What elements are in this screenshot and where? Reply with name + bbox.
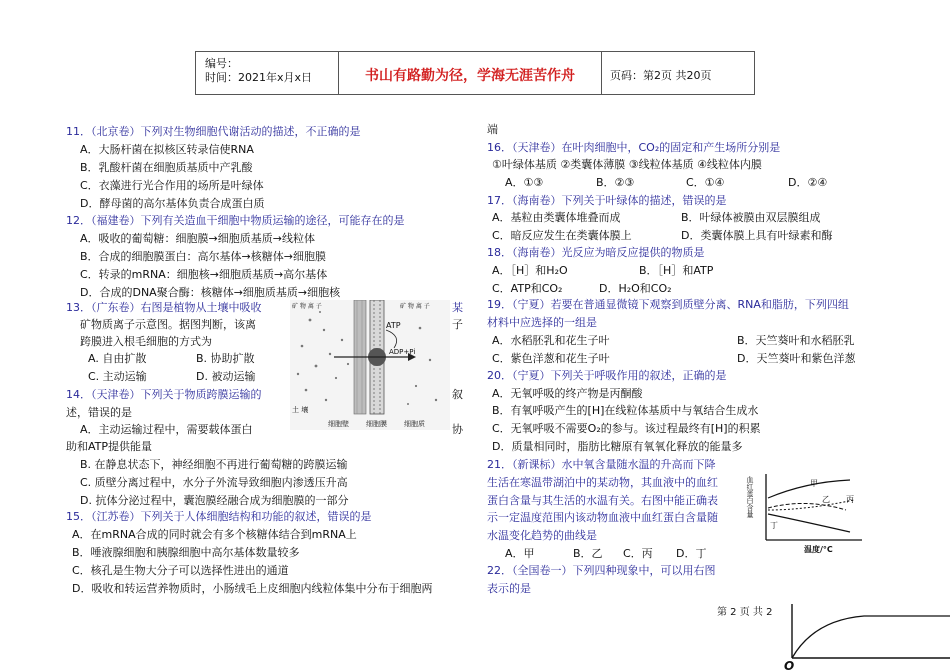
q22-curve-figure (774, 600, 950, 672)
q11-option-c: C．衣藻进行光合作用的场所是叶绿体 (80, 179, 264, 192)
q12-option-b: B．合成的细胞膜蛋白：高尔基体→核糖体→细胞膜 (80, 250, 326, 263)
q16-stem: 16．（天津卷）在叶肉细胞中，CO₂的固定和产生场所分别是 (487, 141, 781, 154)
q20-option-c: C．无氧呼吸不需要O₂的参与。该过程最终有[H]的积累 (492, 422, 761, 435)
q12-option-c: C．转录的mRNA：细胞核→细胞质基质→高尔基体 (80, 268, 328, 281)
q19-option-d: D．天竺葵叶和紫色洋葱 (737, 352, 856, 365)
header-motto-cell (339, 52, 602, 94)
q13-option-d: D. 被动运输 (196, 370, 256, 383)
q14-line1: 14．（天津卷）下列关于物质跨膜运输的 (66, 388, 262, 401)
x-axis-label: 温度/°C (804, 545, 833, 554)
q22-line1: 22．（全国卷一）下列四种现象中，可以用右图 (487, 564, 716, 577)
header-info-cell (196, 52, 339, 94)
curve-jia (768, 480, 850, 498)
q20-option-d: D．质量相同时，脂肪比糖原有氧氧化释放的能量多 (492, 440, 743, 453)
curve-ding (768, 514, 850, 532)
q17-option-a: A．基粒由类囊体堆叠而成 (492, 211, 621, 224)
label-ding: 丁 (770, 521, 778, 530)
q11-option-d: D．酵母菌的高尔基体负责合成蛋白质 (80, 197, 265, 210)
q20-stem: 20．（宁夏）下列关于呼吸作用的叙述，正确的是 (487, 369, 727, 382)
q13-line1: 13．（广东卷）右图是植物从土壤中吸收 (66, 301, 262, 314)
q14-option-c: C. 质壁分离过程中，水分子外流导致细胞内渗透压升高 (80, 476, 348, 489)
q13-option-a: A. 自由扩散 (88, 352, 147, 365)
q13-option-b: B. 协助扩散 (196, 352, 255, 365)
time-label: 时间：2021年x月x日 (205, 71, 313, 84)
q14-option-a-cont: 助和ATP提供能量 (66, 440, 153, 453)
q14-option-d: D. 抗体分泌过程中，囊泡膜经融合成为细胞膜的一部分 (80, 494, 349, 507)
number-label: 编号： (205, 57, 238, 70)
q17-option-d: D．类囊体膜上具有叶绿素和酶 (681, 229, 833, 242)
q15-continuation: 端 (487, 123, 498, 136)
q13-line1-end: 某 (452, 301, 463, 314)
q15-option-d: D．吸收和转运营养物质时，小肠绒毛上皮细胞内线粒体集中分布于细胞两 (72, 582, 433, 595)
q16-option-c: C．①④ (686, 176, 725, 189)
q15-option-b: B．唾液腺细胞和胰腺细胞中高尔基体数量较多 (72, 546, 300, 559)
q18-option-c: C．ATP和CO₂ (492, 282, 563, 295)
q14-line1-end: 叙 (452, 388, 463, 401)
q17-option-b: B．叶绿体被膜由双层膜组成 (681, 211, 821, 224)
q16-option-b: B．②③ (596, 176, 635, 189)
page-footer: 第 2 页 共 2 (717, 607, 773, 618)
cell-wall-label: 细胞壁 (328, 420, 349, 428)
q22-line2: 表示的是 (487, 582, 531, 595)
q21-line5: 水温变化趋势的曲线是 (487, 529, 597, 542)
q21-option-c: C．丙 (623, 547, 653, 560)
label-jia: 甲 (810, 479, 818, 488)
q18-option-d: D．H₂O和CO₂ (599, 282, 672, 295)
q11-stem: 11．（北京卷）下列对生物细胞代谢活动的描述，不正确的是 (66, 125, 361, 138)
q15-stem: 15．（江苏卷）下列关于人体细胞结构和功能的叙述，错误的是 (66, 510, 372, 523)
q15-option-a: A．在mRNA合成的同时就会有多个核糖体结合到mRNA上 (72, 528, 357, 541)
q11-option-b: B．乳酸杆菌在细胞质基质中产乳酸 (80, 161, 253, 174)
q16-option-a: A．①③ (505, 176, 544, 189)
q21-line4: 示一定温度范围内该动物血液中血红蛋白含量随 (487, 511, 718, 524)
q19-option-a: A．水稻胚乳和花生子叶 (492, 334, 610, 347)
q13-line2: 矿物质离子示意图。据图判断，该离 (80, 318, 256, 331)
q20-option-a: A．无氧呼吸的终产物是丙酮酸 (492, 387, 643, 400)
q21-line1: 21．（新课标）水中氧含量随水温的升高而下降 (487, 458, 716, 471)
motto-text: 书山有路勤为径，学海无涯苦作舟 (365, 68, 575, 84)
cell-membrane-label: 细胞膜 (366, 420, 387, 428)
soil-label: 土 壤 (292, 406, 309, 414)
curve-yi (768, 503, 846, 510)
q13-option-c: C. 主动运输 (88, 370, 147, 383)
q13-line2-end: 子 (452, 318, 463, 331)
label-yi: 乙 (822, 495, 830, 504)
origin-label: O (784, 659, 795, 672)
q21-option-d: D．丁 (676, 547, 707, 560)
q12-option-d: D．合成的DNA聚合酶：核糖体→细胞质基质→细胞核 (80, 286, 341, 299)
q18-option-a: A．［H］和H₂O (492, 264, 568, 277)
q22-curve (792, 616, 950, 658)
right-ion-label: 矿 物 离 子 (400, 303, 430, 310)
adp-label: ADP+Pi (389, 348, 416, 356)
q14-line2: 述，错误的是 (66, 406, 132, 419)
q13-line3: 跨膜进入根毛细胞的方式为 (80, 335, 212, 348)
atp-label: ATP (386, 321, 401, 330)
y-axis-label: 血红蛋白含量 (746, 476, 754, 518)
q12-stem: 12．（福建卷）下列有关造血干细胞中物质运输的途径，可能存在的是 (66, 214, 405, 227)
q17-stem: 17．（海南卷）下列关于叶绿体的描述，错误的是 (487, 194, 727, 207)
q14-option-a-end: 协 (452, 423, 463, 436)
q18-option-b: B．［H］和ATP (639, 264, 714, 277)
q15-option-c: C．核孔是生物大分子可以选择性进出的通道 (72, 564, 289, 577)
q21-line3: 蛋白含量与其生活的水温有关。右图中能正确表 (487, 494, 718, 507)
label-bing: 丙 (846, 495, 854, 504)
cytoplasm-label: 细胞质 (404, 420, 425, 428)
q12-option-a: A．吸收的葡萄糖：细胞膜→细胞质基质→线粒体 (80, 232, 315, 245)
header-table (195, 51, 755, 95)
q18-stem: 18．（海南卷）光反应为暗反应提供的物质是 (487, 246, 705, 259)
q19-option-b: B．天竺葵叶和水稻胚乳 (737, 334, 855, 347)
q17-option-c: C．暗反应发生在类囊体膜上 (492, 229, 632, 242)
q11-option-a: A．大肠杆菌在拟核区转录信使RNA (80, 143, 254, 156)
q21-option-a: A．甲 (505, 547, 535, 560)
page-label: 页码：第2页 共20页 (610, 69, 712, 82)
q21-hemoglobin-figure (746, 470, 866, 554)
header-page-cell (602, 52, 754, 94)
q19-stem-line2: 材料中应选择的一组是 (487, 316, 597, 329)
q14-option-a: A．主动运输过程中，需要载体蛋白 (80, 423, 253, 436)
q14-option-b: B. 在静息状态下，神经细胞不再进行葡萄糖的跨膜运输 (80, 458, 348, 471)
q19-stem-line1: 19．（宁夏）若要在普通显微镜下观察到质壁分离、RNA和脂肪，下列四组 (487, 298, 849, 311)
q21-option-b: B．乙 (573, 547, 603, 560)
q16-options-line: ①叶绿体基质 ②类囊体薄膜 ③线粒体基质 ④线粒体内膜 (492, 158, 762, 171)
q20-option-b: B．有氧呼吸产生的[H]在线粒体基质中与氧结合生成水 (492, 404, 759, 417)
left-ion-label: 矿 物 离 子 (292, 303, 322, 310)
q13-membrane-figure (290, 300, 450, 430)
q19-option-c: C．紫色洋葱和花生子叶 (492, 352, 610, 365)
q21-line2: 生活在寒温带湖泊中的某动物，其血液中的血红 (487, 476, 718, 489)
q16-option-d: D．②④ (788, 176, 828, 189)
